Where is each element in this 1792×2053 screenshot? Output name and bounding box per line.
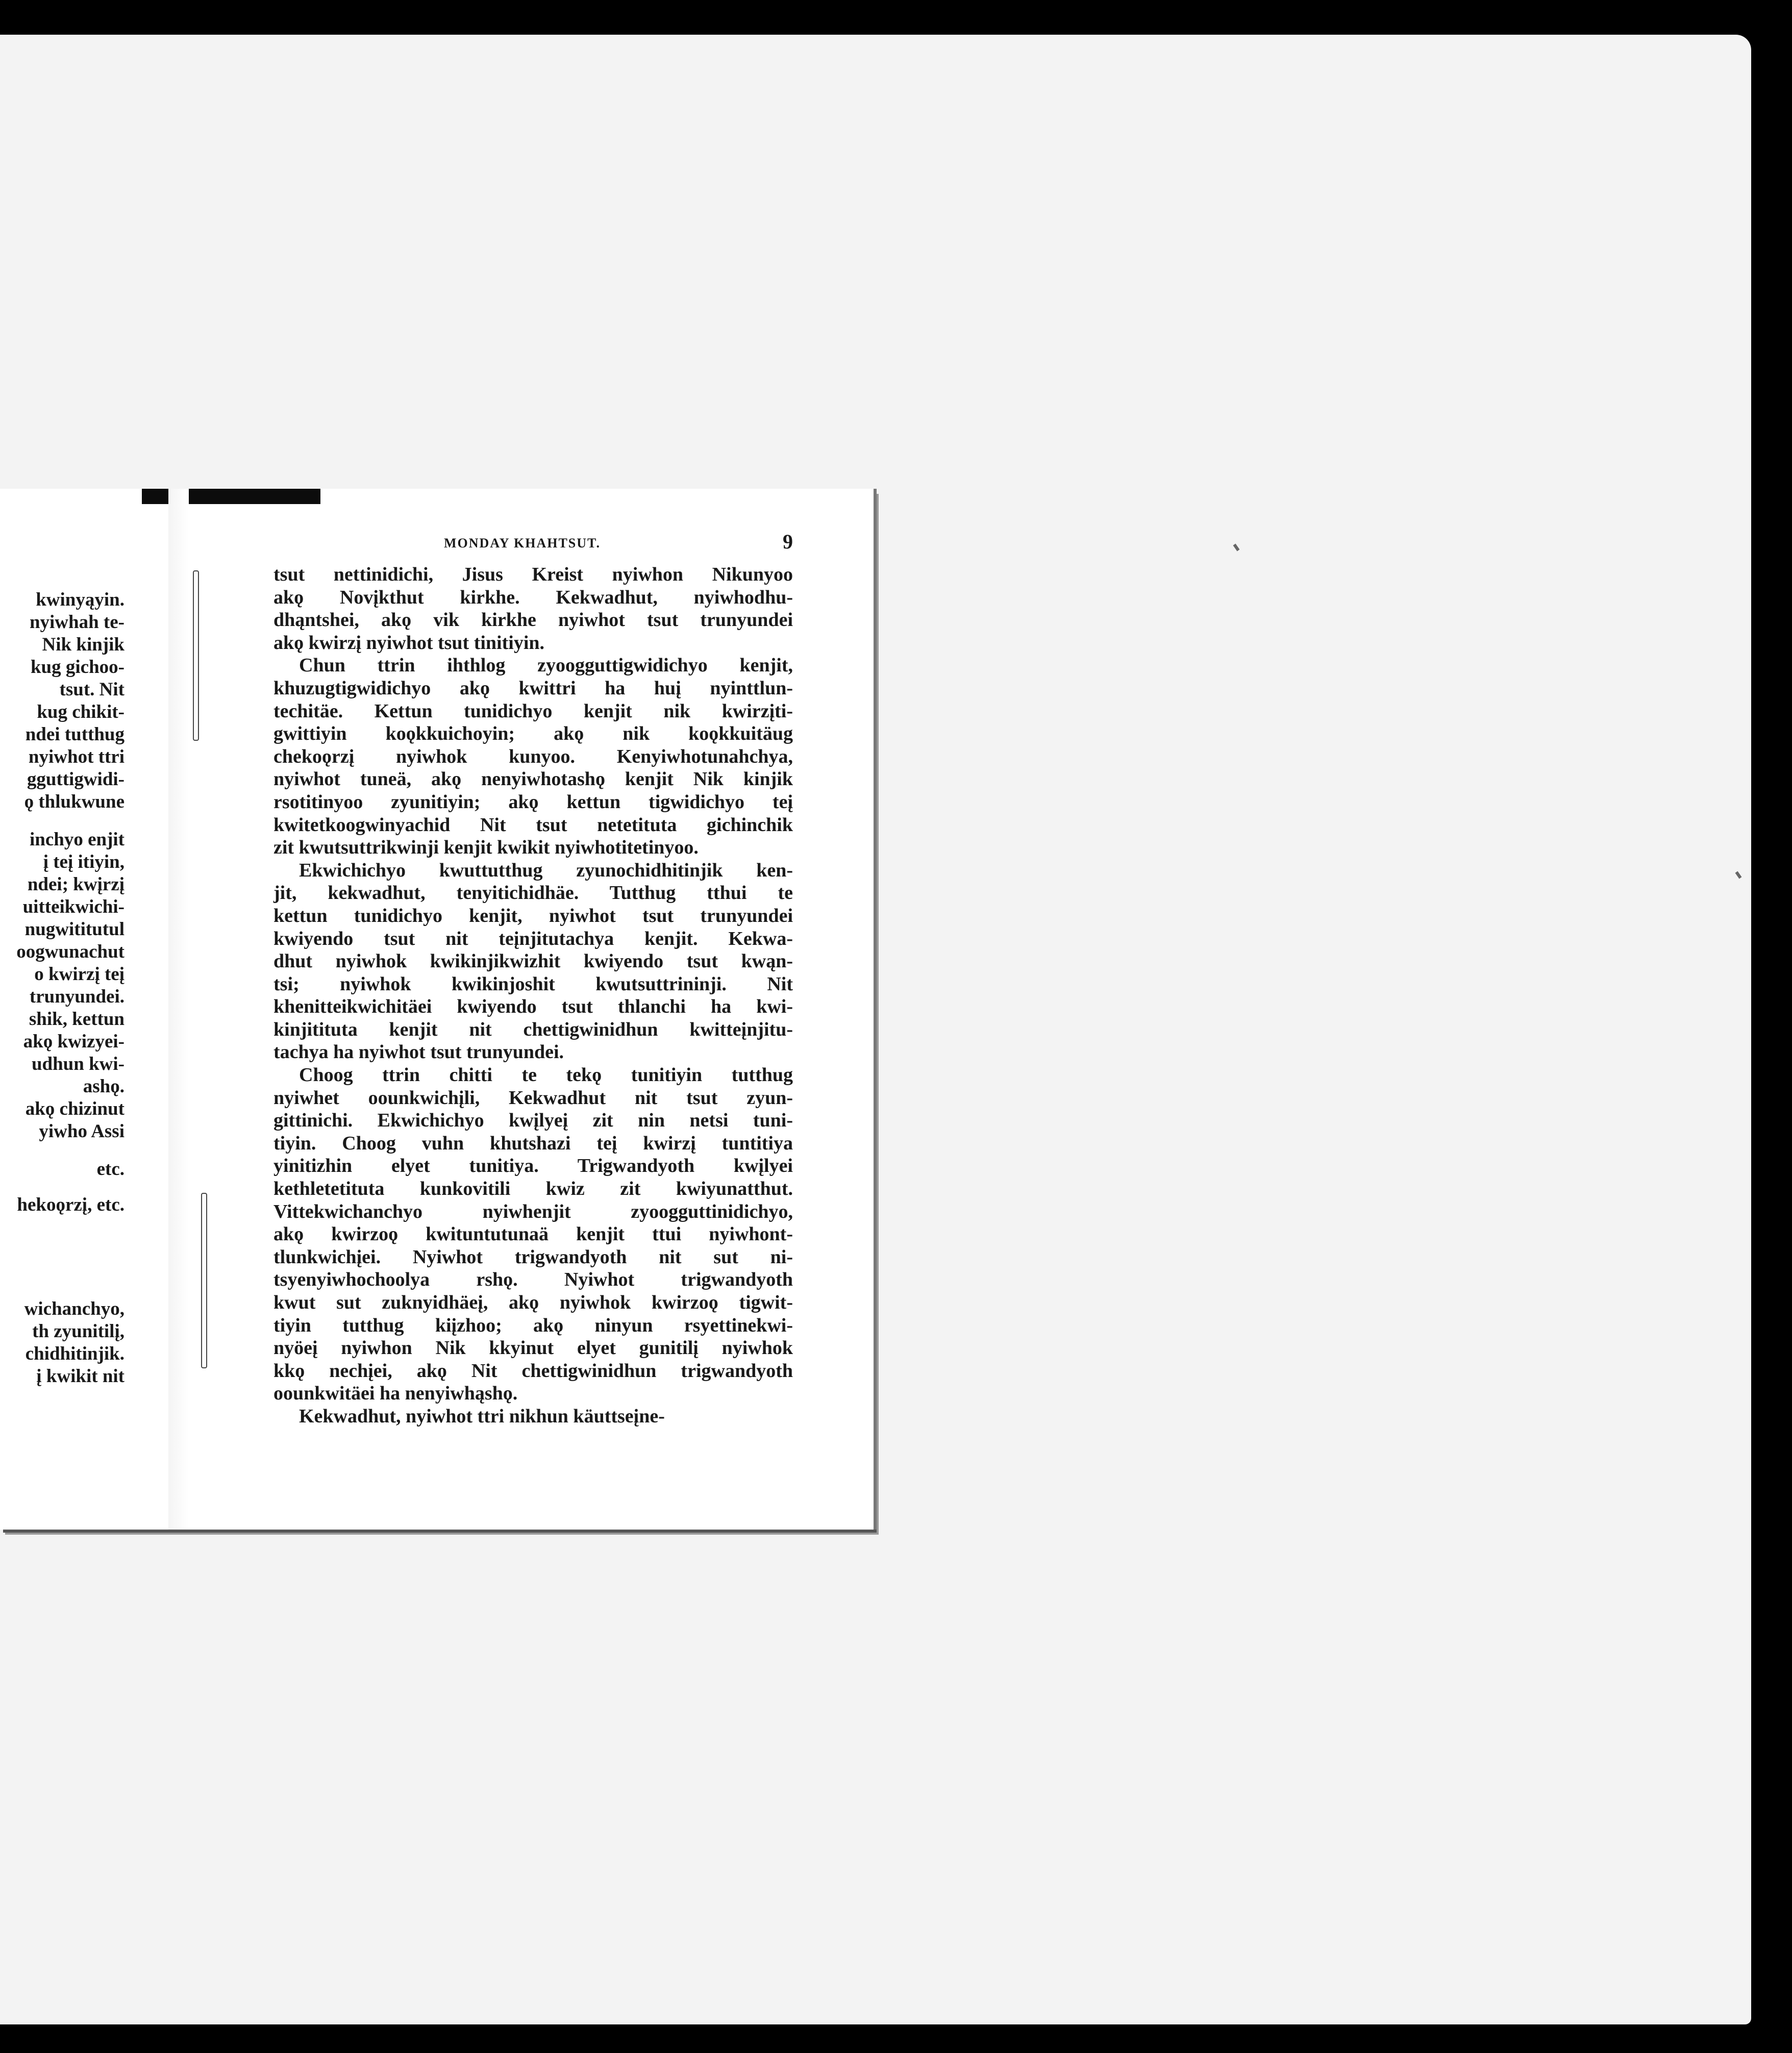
left-text-line: yiwho Assi [39,1121,125,1142]
text-line: Chun ttrin ihthlog zyoogguttigwidichyo kenjit, [299,655,793,677]
left-text-line: ndei; kwįrzį [27,874,125,895]
left-page-fragment [0,589,125,1405]
left-text-line: kug gichoo- [30,657,125,678]
left-text-line: uitteikwichi- [22,896,125,917]
text-line: Choog ttrin chitti te tekǫ tunitiyin tutthug [299,1064,793,1086]
left-text-line: udhun kwi- [31,1054,125,1074]
left-text-line: th zyunitilį, [32,1321,125,1342]
text-line: nyiwhet oounkwichįli, Kekwadhut nit tsut zyun- [273,1087,793,1109]
left-text-line: akǫ chizinut [25,1098,125,1119]
left-text-line: ndei tutthug [25,724,125,745]
left-text-line: hekoǫrzį, etc. [17,1194,125,1215]
text-line: akǫ kwirzį nyiwhot tsut tinitiyin. [273,632,545,654]
text-line: nyiwhot tuneä, akǫ nenyiwhotashǫ kenjit Nik kinjik [273,768,793,790]
left-text-line: etc. [96,1159,125,1180]
left-text-line: nyiwhah te- [29,612,125,633]
left-text-line: shik, kettun [29,1009,125,1030]
microfilm-frame [0,35,1751,2024]
text-line: tsyenyiwhochoolya rshǫ. Nyiwhot trigwandyoth [273,1269,793,1291]
text-line: rsotitinyoo zyunitiyin; akǫ kettun tigwidichyo teį [273,791,793,813]
text-line: kethletetituta kunkovitili kwiz zit kwiyunatthut. [273,1178,793,1200]
text-line: Kekwadhut, nyiwhot ttri nikhun käuttseįne- [299,1405,665,1427]
left-text-line: gguttigwidi- [27,769,125,790]
text-line: akǫ kwirzoǫ kwituntutunaä kenjit ttui nyiwhont- [273,1223,793,1245]
left-text-line: ǫ thlukwune [24,791,125,812]
left-text-line: tsut. Nit [59,679,125,700]
text-line: kwut sut zuknyidhäeį, akǫ nyiwhok kwirzoǫ tigwit- [273,1292,793,1313]
text-line: tlunkwichįei. Nyiwhot trigwandyoth nit sut ni- [273,1246,793,1268]
text-line: kettun tunidichyo kenjit, nyiwhot tsut trunyundei [273,905,793,927]
left-text-line: nugwititutul [24,919,125,940]
left-text-line: nyiwhot ttri [28,746,125,767]
text-line: Vittekwichanchyo nyiwhenjit zyoogguttinidichyo, [273,1200,793,1222]
film-speck [1735,871,1742,879]
film-speck [1233,544,1240,552]
book-spread [0,489,874,1530]
left-text-line: inchyo enjit [29,829,125,850]
text-line: khuzugtigwidichyo akǫ kwittri ha huį nyinttlun- [273,677,793,699]
page-gutter [168,489,189,1530]
fold-crease-lower [201,1193,207,1368]
left-text-line: kwinyąyin. [36,589,125,610]
left-text-line: oogwunachut [16,941,125,962]
text-line: techitäe. Kettun tunidichyo kenjit nik kwirzįti- [273,700,793,722]
text-line: tsi; nyiwhok kwikinjoshit kwutsuttrininji. Nit [273,973,793,995]
text-line: gwittiyin koǫkkuichoyin; akǫ nik koǫkkuitäug [273,723,793,745]
left-text-line: į kwikit nit [36,1366,125,1387]
text-line: tachya ha nyiwhot tsut trunyundei. [273,1041,564,1063]
text-line: kwitetkoogwinyachid Nit tsut netetituta gichinchik [273,814,793,836]
left-text-line: wichanchyo, [24,1298,125,1319]
left-text-line: kug chikit- [37,702,125,722]
running-head [273,530,793,560]
text-line: akǫ Novįkthut kirkhe. Kekwadhut, nyiwhodhu- [273,586,793,608]
left-text-line: ashǫ. [83,1076,125,1097]
left-text-line: trunyundei. [29,986,125,1007]
text-line: kkǫ nechįei, akǫ Nit chettigwinidhun trigwandyoth [273,1360,793,1382]
text-line: khenitteikwichitäei kwiyendo tsut thlanchi ha kwi- [273,996,793,1018]
left-text-line: o kwirzį teį [34,964,125,985]
text-line: zit kwutsuttrikwinji kenjit kwikit nyiwhotitetinyoo. [273,837,699,859]
left-text-line: akǫ kwizyei- [23,1031,125,1052]
text-line: Ekwichichyo kwuttutthug zyunochidhitinjik ken- [299,859,793,881]
text-line: dhąntshei, akǫ vik kirkhe nyiwhot tsut trunyundei [273,609,793,631]
text-line: nyöeį nyiwhon Nik kkyinut elyet gunitilį nyiwhok [273,1337,793,1359]
text-line: tiyin. Choog vuhn khutshazi teį kwirzį tuntitiya [273,1132,793,1154]
left-text-line: chidhitinjik. [25,1343,125,1364]
text-line: kinjititutа kenjit nit chettigwinidhun kwitteįnjitu- [273,1018,793,1040]
left-text-line: Nik kinjik [42,634,125,655]
fold-crease-upper [193,570,199,741]
text-line: oounkwitäei ha nenyiwhąshǫ. [273,1383,518,1405]
page-title: MONDAY KHAHTSUT. [444,536,601,550]
text-line: tsut nettinidichi, Jisus Kreist nyiwhon Nikunyoo [273,564,793,585]
book-edge-shadow [874,489,877,1530]
text-line: chekoǫrzį nyiwhok kunyoo. Kenyiwhotunahchya, [273,745,793,767]
text-line: dhut nyiwhok kwikinjikwizhit kwiyendo tsut kwąn- [273,950,793,972]
text-line: tiyin tutthug kiįzhoo; akǫ ninyun rsyettinekwi- [273,1314,793,1336]
text-line: jit, kekwadhut, tenyitichidhäe. Tutthug tthui te [273,882,793,904]
text-line: kwiyendo tsut nit teįnjitutachya kenjit. Kekwa- [273,928,793,949]
right-page [273,530,793,1428]
left-text-line: į teį itiyin, [43,852,125,872]
text-line: yinitizhin elyet tunitiya. Trigwandyoth kwįlyei [273,1155,793,1177]
body-text [273,563,793,1428]
text-line: gittinichi. Ekwichichyo kwįlyeį zit nin netsi tuni- [273,1110,793,1132]
page-number: 9 [783,530,793,553]
